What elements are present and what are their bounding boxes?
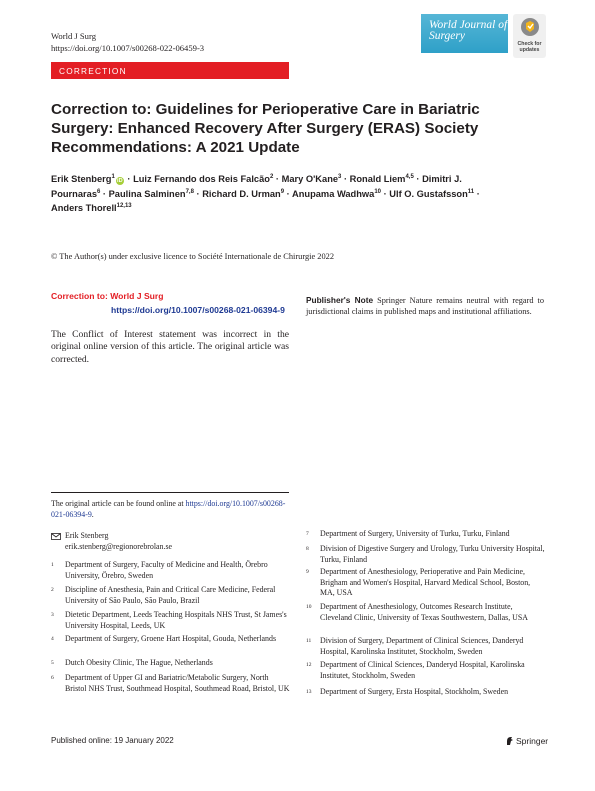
affiliation-text: Division of Digestive Surgery and Urology, Turku University Hospital, Turku, Finland <box>320 544 545 564</box>
contact-email-link[interactable]: erik.stenberg@regionorebrolan.se <box>65 541 173 551</box>
journal-logo <box>421 14 508 53</box>
affiliation-item <box>306 567 546 603</box>
affiliation-item <box>306 660 546 685</box>
author-affiliation-sup: 2 <box>269 174 274 180</box>
publisher-note-text: Springer Nature remains neutral with regard to jurisdictional claims in published maps and institutional affiliations. <box>306 296 544 316</box>
affiliation-number: 2 <box>51 587 54 593</box>
author-name <box>282 174 342 184</box>
envelope-icon <box>51 533 61 540</box>
author-name <box>51 203 132 213</box>
author-name-text: Mary O'Kane <box>281 174 339 185</box>
published-date: Published online: 19 January 2022 <box>51 736 174 745</box>
author-name <box>202 189 284 199</box>
affiliation-item <box>306 529 546 544</box>
author-name <box>109 189 194 199</box>
author-affiliation-sup: 11 <box>467 188 475 195</box>
affiliation-number: 7 <box>306 531 309 537</box>
author-affiliation-sup: 7,8 <box>185 188 194 195</box>
author-name-text: Anupama Wadhwa <box>292 188 375 199</box>
author-affiliation-sup: 6 <box>97 188 101 195</box>
author-name <box>292 189 381 199</box>
author-list: Erik Stenberg$^1$iD · Luiz Fernando dos Reis Falcão$^2$ · Mary O'Kane$^3$ · Ronald Liem$^{4,5}$ · Dimitri J. Pournaras$^6$ · Paulina Salminen$^{7,8}$ · Richard D. Urman$^9$ · Anupama Wadhwa$^{10}$ · Ulf O. Gustafsson$^{11}$ · Anders Thorell$^{12,13}$ <box>51 174 480 214</box>
affiliation-number: 8 <box>306 546 309 552</box>
affiliation-number: 6 <box>51 675 54 681</box>
author-name-text: Dimitri J. Pournaras <box>51 174 462 199</box>
affiliation-number: 13 <box>306 689 312 695</box>
author-affiliation-sup: 3 <box>338 174 342 180</box>
original-article-note <box>51 499 289 520</box>
affiliation-item <box>306 602 546 638</box>
contact-name: Erik Stenberg <box>65 531 109 540</box>
article-doi-link[interactable]: https://doi.org/10.1007/s00268-022-06459-3 <box>51 43 205 53</box>
author-name-text: Paulina Salminen <box>108 188 186 199</box>
author-affiliation-sup: 4,5 <box>405 174 414 180</box>
affiliation-number: 11 <box>306 638 312 644</box>
springer-horse-icon <box>505 736 514 746</box>
affiliation-text: Department of Anesthesiology, Outcomes Research Institute, Cleveland Clinic, University of Texas Southwestern, Dallas, USA <box>320 602 528 622</box>
journal-name: World J Surg <box>51 31 96 41</box>
article-type-label: CORRECTION <box>59 66 127 76</box>
author-name <box>389 189 474 199</box>
author-name-text: Ulf O. Gustafsson <box>389 188 468 199</box>
author-name-text: Richard D. Urman <box>202 188 281 199</box>
publisher-name: Springer <box>516 736 549 746</box>
affiliation-text: Dietetic Department, Leeds Teaching Hospitals NHS Trust, St James's University Hospital, Leeds, UK <box>65 610 287 630</box>
affiliation-number: 3 <box>51 612 54 618</box>
affiliation-number: 4 <box>51 636 54 642</box>
affiliation-number: 9 <box>306 569 309 575</box>
author-affiliation-sup: 1 <box>111 174 115 180</box>
article-type-banner <box>51 62 289 79</box>
check-updates-label: Check for updates <box>517 41 542 53</box>
article-title: Correction to: Guidelines for Perioperative Care in Bariatric Surgery: Enhanced Recovery After Surgery (ERAS) Society Recommendations: A 2021 Update <box>51 101 480 156</box>
check-for-updates-badge[interactable] <box>513 14 546 58</box>
affiliation-item <box>306 544 546 569</box>
affiliation-text: Department of Upper GI and Bariatric/Metabolic Surgery, North Bristol NHS Trust, Southmead Hospital, Southmead Road, Bristol, UK <box>65 673 290 693</box>
affiliation-text: Division of Surgery, Department of Clinical Sciences, Danderyd Hospital, Karolinska Institutet, Stockholm, Sweden <box>320 636 524 656</box>
author-name-text: Anders Thorell <box>51 203 117 214</box>
affiliation-text: Department of Clinical Sciences, Danderyd Hospital, Karolinska Institutet, Stockholm, Sweden <box>320 660 525 680</box>
author-affiliation-sup: 10 <box>374 188 381 195</box>
publisher-note-label: Publisher's Note <box>306 295 374 305</box>
affiliation-item <box>306 687 546 702</box>
affiliation-text: Department of Anesthesiology, Perioperative and Pain Medicine, Brigham and Women's Hospital, Harvard Medical School, Boston, MA, USA <box>320 567 531 597</box>
affiliation-text: Department of Surgery, Groene Hart Hospital, Gouda, Netherlands <box>65 634 277 643</box>
author-name-text: Ronald Liem <box>349 174 406 185</box>
author-name-text: Luiz Fernando dos Reis Falcão <box>133 174 270 185</box>
footnote-divider <box>51 492 289 493</box>
original-article-footnote-link[interactable]: https://doi.org/10.1007/s00268-021-06394-9 <box>51 499 286 519</box>
affiliation-number: 10 <box>306 604 312 610</box>
publisher-note <box>306 295 544 317</box>
affiliation-number: 12 <box>306 662 312 668</box>
affiliation-text: Discipline of Anesthesia, Pain and Critical Care Medicine, Federal University of São Paulo, São Paulo, Brazil <box>65 585 276 605</box>
journal-logo-text: World Journal of Surgery <box>429 19 508 42</box>
original-article-suffix: . <box>91 509 94 519</box>
copyright-line: © The Author(s) under exclusive licence to Société Internationale de Chirurgie 2022 <box>51 252 335 261</box>
author-name <box>350 174 414 184</box>
affiliation-item <box>51 658 291 673</box>
affiliation-item <box>306 636 546 661</box>
publisher-logo <box>505 736 548 746</box>
correction-body: The Conflict of Interest statement was incorrect in the original online version of this article. The original article was corrected. <box>51 329 289 365</box>
author-affiliation-sup: 9 <box>280 188 285 195</box>
affiliation-text: Department of Surgery, Ersta Hospital, Stockholm, Sweden <box>320 687 509 696</box>
affiliation-number: 1 <box>51 562 54 568</box>
original-article-prefix: The original article can be found online at <box>51 499 186 508</box>
affiliation-text: Department of Surgery, University of Turku, Turku, Finland <box>320 529 510 538</box>
author-affiliation-sup: 12,13 <box>116 203 132 210</box>
affiliation-text: Dutch Obesity Clinic, The Hague, Netherlands <box>65 658 213 667</box>
author-name <box>133 174 273 184</box>
author-name-text: Erik Stenberg <box>51 174 112 185</box>
affiliation-text: Department of Surgery, Faculty of Medicine and Health, Örebro University, Örebro, Sweden <box>65 560 268 580</box>
check-updates-icon <box>520 17 540 37</box>
correction-to-label: Correction to: World J Surg <box>51 291 164 301</box>
orcid-icon[interactable]: iD <box>117 178 123 185</box>
affiliation-number: 5 <box>51 660 54 666</box>
affiliation-item <box>51 673 291 713</box>
original-article-link[interactable]: https://doi.org/10.1007/s00268-021-06394-9 <box>111 305 285 315</box>
author-name <box>51 174 125 184</box>
